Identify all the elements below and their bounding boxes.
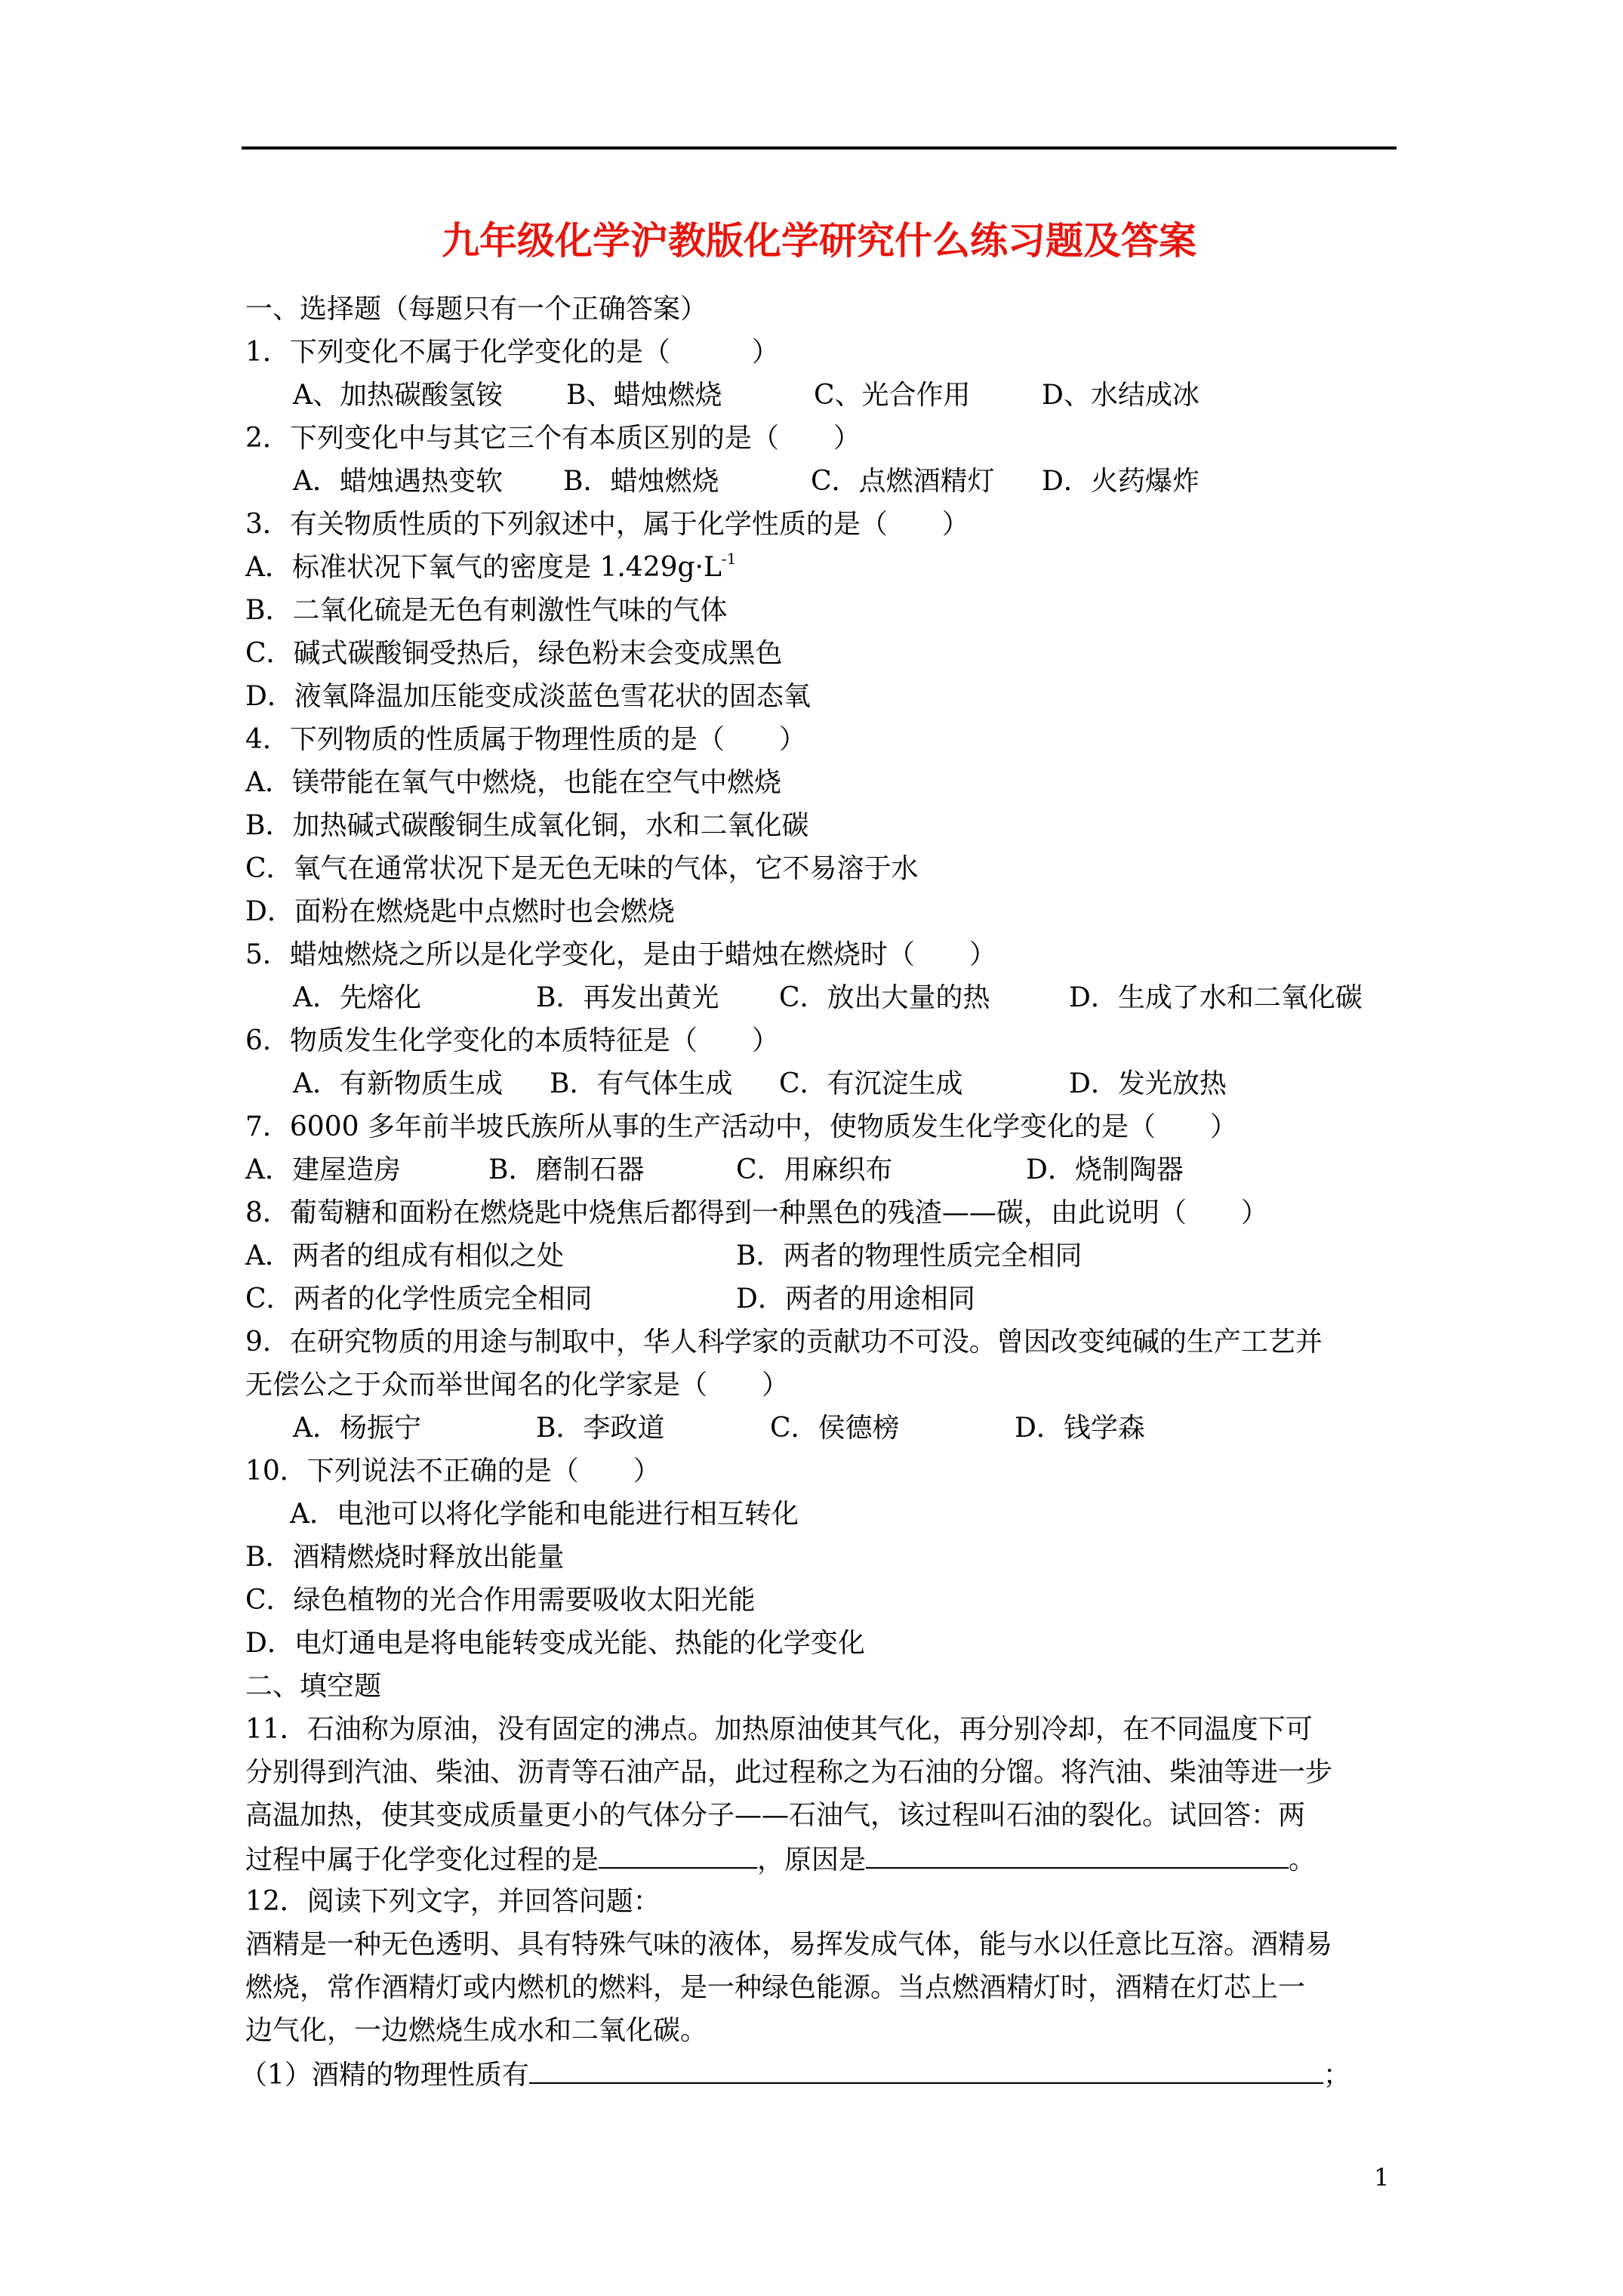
question-4: 4．下列物质的性质属于物理性质的是（ ） bbox=[245, 724, 806, 755]
question-5-options bbox=[293, 979, 1387, 1017]
question-9-line-2: 无偿公之于众而举世闻名的化学家是（ ） bbox=[245, 1370, 790, 1401]
question-11-line-3: 高温加热，使其变成质量更小的气体分子——石油气，该过程叫石油的裂化。试回答：两 bbox=[245, 1800, 1306, 1831]
question-1-options bbox=[293, 377, 1350, 415]
answer-blank-2[interactable] bbox=[866, 1840, 1289, 1869]
question-6-options bbox=[293, 1065, 1350, 1103]
question-12: 12．阅读下列文字，并回答问题： bbox=[245, 1886, 661, 1917]
question-8-options-ab bbox=[245, 1237, 1378, 1275]
option-c: C．点燃酒精灯 bbox=[811, 466, 995, 497]
question-3-option-c: C．碱式碳酸铜受热后，绿色粉末会变成黑色 bbox=[245, 638, 783, 669]
option-a-text: A．标准状况下氧气的密度是 1.429g·L bbox=[245, 552, 722, 583]
question-9-line-1: 9．在研究物质的用途与制取中，华人科学家的贡献功不可没。曾因改变纯碱的生产工艺并 bbox=[245, 1327, 1323, 1358]
question-11-reason-label: ，原因是 bbox=[757, 1845, 867, 1875]
section-heading-fill: 二、填空题 bbox=[245, 1671, 382, 1702]
option-c: C．放出大量的热 bbox=[779, 982, 990, 1013]
question-7-options bbox=[245, 1151, 1378, 1189]
question-6: 6．物质发生化学变化的本质特征是（ ） bbox=[245, 1025, 779, 1056]
option-d: D．钱学森 bbox=[1015, 1413, 1145, 1444]
sub-question-1-label: （1）酒精的物理性质有 bbox=[240, 2060, 529, 2091]
option-a: A．杨振宁 bbox=[293, 1413, 421, 1444]
answer-blank-1[interactable] bbox=[599, 1840, 757, 1869]
question-8: 8．葡萄糖和面粉在燃烧匙中烧焦后都得到一种黑色的残渣——碳，由此说明（ ） bbox=[245, 1197, 1268, 1228]
question-2: 2．下列变化中与其它三个有本质区别的是（ ） bbox=[245, 423, 861, 454]
question-8-options-cd bbox=[245, 1281, 1378, 1318]
question-3-option-a bbox=[245, 549, 736, 587]
section-heading-choice: 一、选择题（每题只有一个正确答案） bbox=[245, 294, 708, 325]
option-b: B．磨制石器 bbox=[488, 1154, 645, 1185]
question-12-passage-line-1: 酒精是一种无色透明、具有特殊气味的液体，易挥发成气体，能与水以任意比互溶。酒精易 bbox=[245, 1929, 1333, 1960]
page-title: 九年级化学沪教版化学研究什么练习题及答案 bbox=[442, 218, 1196, 263]
question-9-options bbox=[293, 1410, 1350, 1447]
page-number: 1 bbox=[1374, 2163, 1390, 2192]
sub-question-1-end: ； bbox=[1323, 2060, 1350, 2091]
question-3: 3．有关物质性质的下列叙述中，属于化学性质的是（ ） bbox=[245, 509, 969, 540]
question-2-options bbox=[293, 463, 1350, 501]
option-d: D．发光放热 bbox=[1069, 1068, 1227, 1099]
question-10-option-b: B．酒精燃烧时释放出能量 bbox=[245, 1542, 565, 1573]
question-7: 7．6000 多年前半坡氏族所从事的生产活动中，使物质发生化学变化的是（ ） bbox=[245, 1111, 1237, 1142]
question-11-end: 。 bbox=[1289, 1845, 1317, 1875]
option-a: A．两者的组成有相似之处 bbox=[245, 1240, 564, 1271]
option-c: C．用麻织布 bbox=[736, 1154, 893, 1185]
question-11-line-1: 11．石油称为原油，没有固定的沸点。加热原油使其气化，再分别冷却，在不同温度下可 bbox=[245, 1714, 1313, 1745]
option-b: B．两者的物理性质完全相同 bbox=[736, 1240, 1083, 1271]
question-5: 5．蜡烛燃烧之所以是化学变化，是由于蜡烛在燃烧时（ ） bbox=[245, 939, 996, 970]
option-d: D．烧制陶器 bbox=[1026, 1154, 1184, 1185]
question-11-line-4 bbox=[245, 1840, 1316, 1878]
option-d: D．火药爆炸 bbox=[1042, 466, 1200, 497]
option-d: D．生成了水和二氧化碳 bbox=[1069, 982, 1363, 1013]
question-3-option-d: D．液氧降温加压能变成淡蓝色雪花状的固态氧 bbox=[245, 681, 811, 712]
question-4-option-d: D．面粉在燃烧匙中点燃时也会燃烧 bbox=[245, 896, 675, 927]
question-10-option-c: C．绿色植物的光合作用需要吸收太阳光能 bbox=[245, 1585, 756, 1616]
question-12-passage-line-2: 燃烧，常作酒精灯或内燃机的燃料，是一种绿色能源。当点燃酒精灯时，酒精在灯芯上一 bbox=[245, 1972, 1306, 2003]
question-11-prompt: 过程中属于化学变化过程的是 bbox=[245, 1845, 599, 1875]
option-b: B、蜡烛燃烧 bbox=[566, 380, 722, 411]
option-b: B．有气体生成 bbox=[550, 1068, 733, 1099]
header-rule bbox=[242, 146, 1397, 149]
option-a: A．建屋造房 bbox=[245, 1154, 401, 1185]
question-12-sub-1 bbox=[240, 2055, 1350, 2093]
question-3-option-b: B．二氧化硫是无色有刺激性气味的气体 bbox=[245, 595, 728, 626]
option-c: C．侯德榜 bbox=[770, 1413, 900, 1444]
question-4-option-a: A．镁带能在氧气中燃烧，也能在空气中燃烧 bbox=[245, 767, 781, 798]
option-b: B．再发出黄光 bbox=[536, 982, 719, 1013]
option-a-superscript: -1 bbox=[721, 550, 737, 568]
option-c: C．两者的化学性质完全相同 bbox=[245, 1284, 593, 1314]
question-10-option-d: D．电灯通电是将电能转变成光能、热能的化学变化 bbox=[245, 1628, 865, 1659]
option-c: C．有沉淀生成 bbox=[779, 1068, 963, 1099]
option-d: D．两者的用途相同 bbox=[736, 1284, 975, 1314]
option-c: C、光合作用 bbox=[814, 380, 971, 411]
option-a: A、加热碳酸氢铵 bbox=[293, 380, 503, 411]
question-4-option-b: B．加热碱式碳酸铜生成氧化铜，水和二氧化碳 bbox=[245, 810, 809, 841]
option-d: D、水结成冰 bbox=[1042, 380, 1200, 411]
question-12-passage-line-3: 边气化，一边燃烧生成水和二氧化碳。 bbox=[245, 2015, 708, 2046]
option-b: B．蜡烛燃烧 bbox=[563, 466, 719, 497]
option-a: A．蜡烛遇热变软 bbox=[293, 466, 503, 497]
option-a: A．先熔化 bbox=[293, 982, 421, 1013]
question-11-line-2: 分别得到汽油、柴油、沥青等石油产品，此过程称之为石油的分馏。将汽油、柴油等进一步 bbox=[245, 1757, 1333, 1788]
question-4-option-c: C．氧气在通常状况下是无色无味的气体，它不易溶于水 bbox=[245, 853, 919, 884]
question-10-option-a: A．电池可以将化学能和电能进行相互转化 bbox=[290, 1499, 799, 1530]
option-b: B．李政道 bbox=[536, 1413, 665, 1444]
question-10: 10．下列说法不正确的是（ ） bbox=[245, 1456, 661, 1487]
answer-blank-3[interactable] bbox=[529, 2055, 1323, 2084]
option-a: A．有新物质生成 bbox=[293, 1068, 503, 1099]
question-1: 1．下列变化不属于化学变化的是（ ） bbox=[245, 337, 779, 368]
